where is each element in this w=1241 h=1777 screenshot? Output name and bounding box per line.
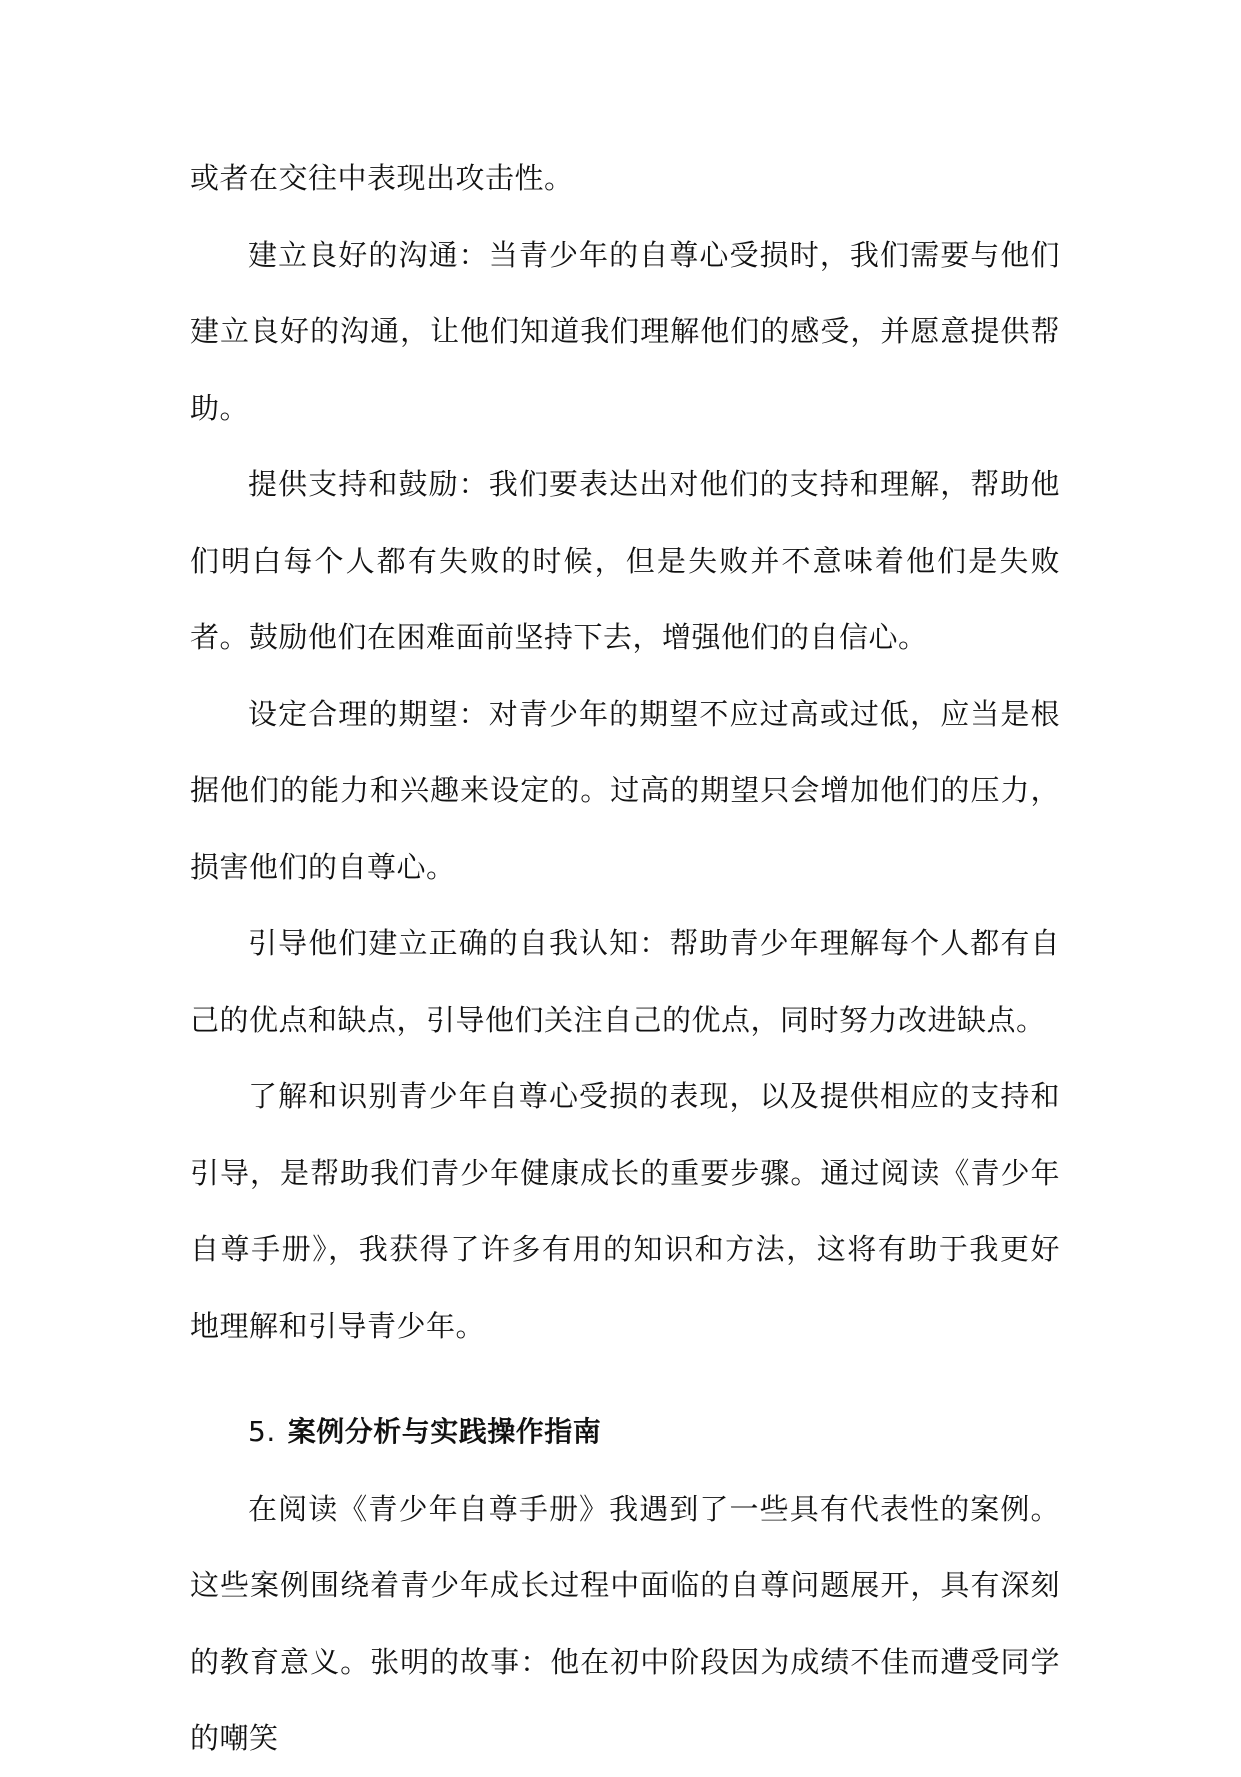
paragraph-expectations: 设定合理的期望：对青少年的期望不应过高或过低，应当是根据他们的能力和兴趣来设定的。过高的期望只会增加他们的压力，损害他们的自尊心。 [190, 696, 1060, 884]
document-page [190, 140, 1060, 1777]
paragraph-communication: 建立良好的沟通：当青少年的自尊心受损时，我们需要与他们建立良好的沟通，让他们知道我们理解他们的感受，并愿意提供帮助。 [190, 237, 1060, 425]
paragraph-case-intro: 在阅读《青少年自尊手册》我遇到了一些具有代表性的案例。这些案例围绕着青少年成长过程中面临的自尊问题展开，具有深刻的教育意义。张明的故事：他在初中阶段因为成绩不佳而遭受同学的嘲笑 [190, 1491, 1060, 1755]
section-title: 案例分析与实践操作指南 [287, 1415, 602, 1448]
paragraph-support: 提供支持和鼓励：我们要表达出对他们的支持和理解，帮助他们明白每个人都有失败的时候，但是失败并不意味着他们是失败者。鼓励他们在困难面前坚持下去，增强他们的自信心。 [190, 467, 1060, 654]
paragraph-summary: 了解和识别青少年自尊心受损的表现，以及提供相应的支持和引导，是帮助我们青少年健康成长的重要步骤。通过阅读《青少年自尊手册》，我获得了许多有用的知识和方法，这将有助于我更好地理解和引导青少年。 [190, 1079, 1060, 1343]
paragraph-self-awareness: 引导他们建立正确的自我认知：帮助青少年理解每个人都有自己的优点和缺点，引导他们关注自己的优点，同时努力改进缺点。 [190, 926, 1060, 1037]
paragraph-continuation: 或者在交往中表现出攻击性。 [190, 161, 574, 195]
section-number: 5. [248, 1415, 276, 1448]
section-heading [190, 1394, 1060, 1471]
